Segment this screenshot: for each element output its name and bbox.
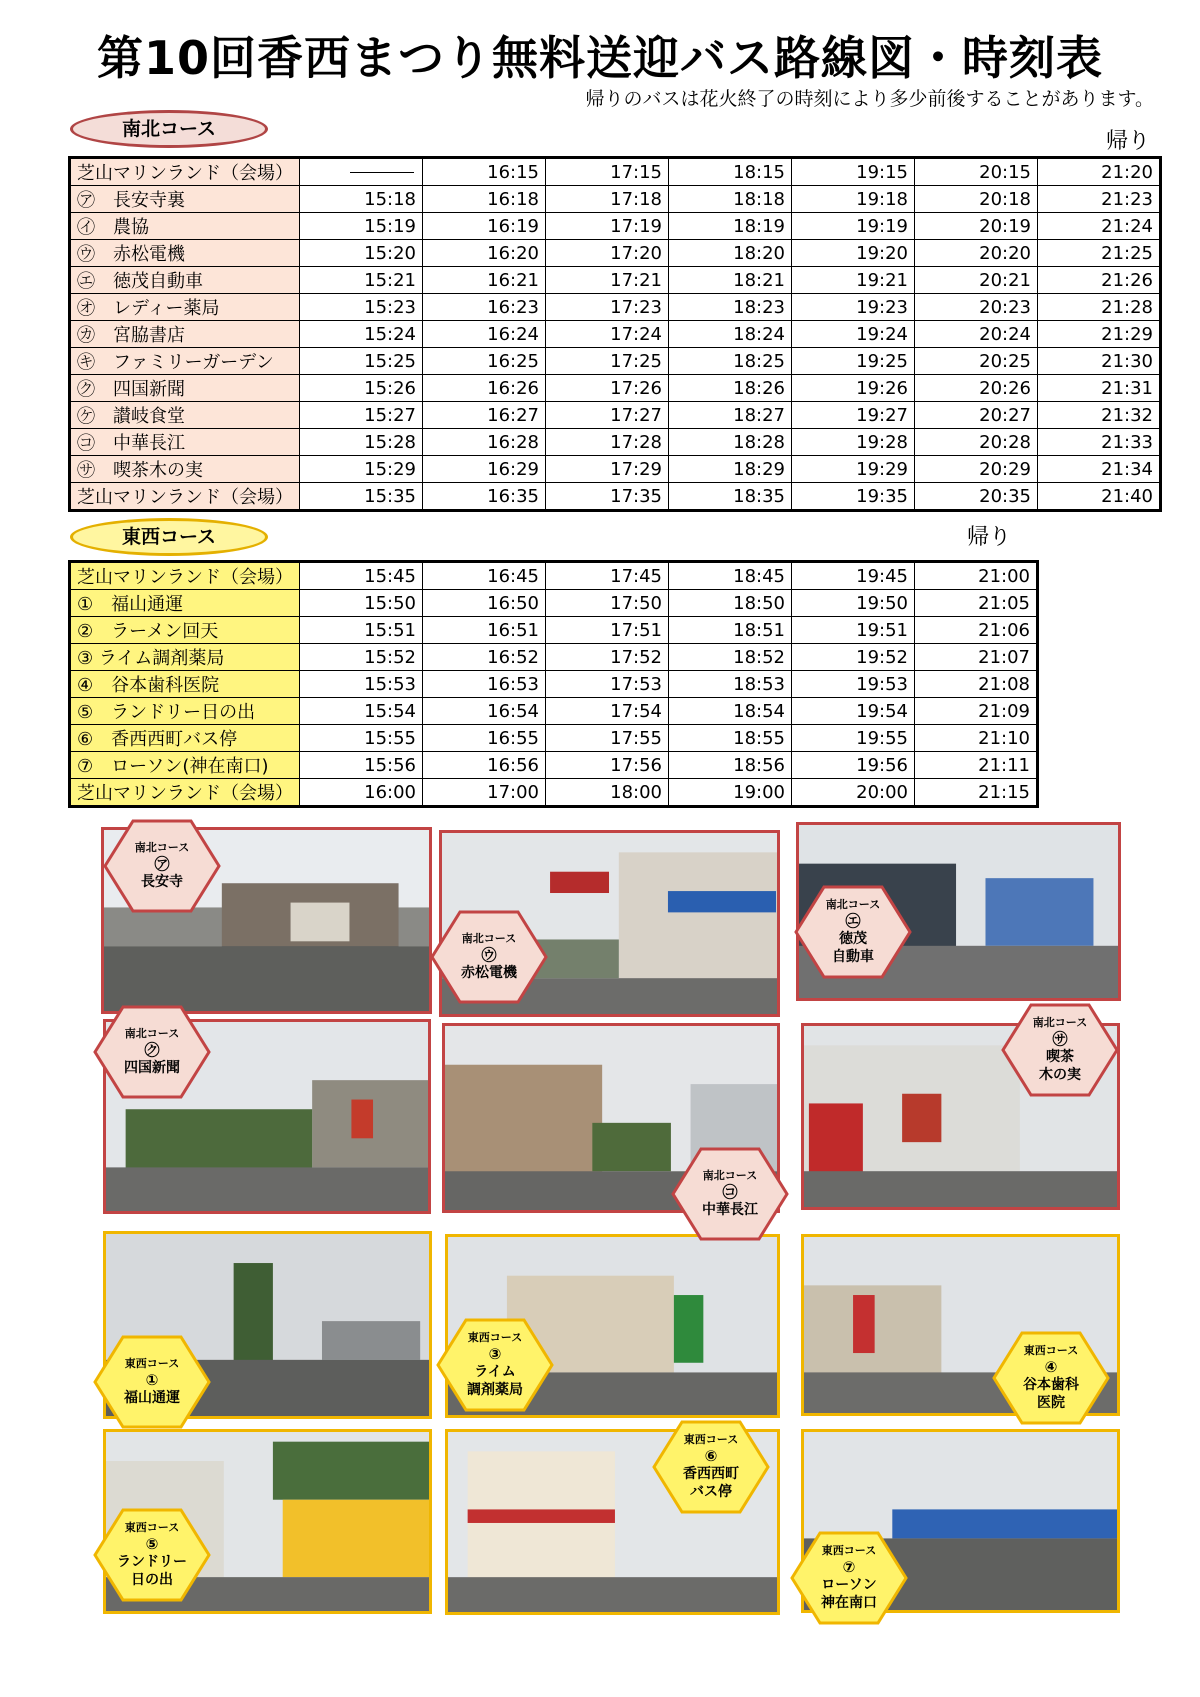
ew-timetable-row <box>70 725 1038 752</box>
departure-time: 19:15 <box>792 158 915 186</box>
departure-time: 21:40 <box>1038 483 1161 511</box>
departure-time: 17:19 <box>546 213 669 240</box>
ew-timetable <box>68 560 1039 808</box>
departure-time: 17:29 <box>546 456 669 483</box>
hexagon-stop-name: 四国新聞 <box>124 1060 180 1076</box>
departure-time: 18:20 <box>669 240 792 267</box>
hexagon-text <box>652 1420 770 1514</box>
stop-hexagon-label <box>436 1318 554 1412</box>
stop-name: ① 福山通運 <box>70 590 300 617</box>
departure-time: 21:30 <box>1038 348 1161 375</box>
departure-time: 19:20 <box>792 240 915 267</box>
departure-time: 21:29 <box>1038 321 1161 348</box>
departure-time: 20:29 <box>915 456 1038 483</box>
ns-timetable-row <box>70 267 1161 294</box>
ns-return-label: 帰り <box>1105 129 1150 154</box>
ns-timetable-row <box>70 375 1161 402</box>
stop-hexagon-label <box>93 1508 211 1602</box>
departure-time: 17:25 <box>546 348 669 375</box>
departure-time: 19:26 <box>792 375 915 402</box>
departure-time: 15:24 <box>300 321 423 348</box>
stop-name: 芝山マリンランド（会場） <box>70 158 300 186</box>
departure-time: 21:28 <box>1038 294 1161 321</box>
departure-time: 19:50 <box>792 590 915 617</box>
departure-time: 15:50 <box>300 590 423 617</box>
stop-hexagon-label <box>93 1005 211 1099</box>
departure-time <box>300 158 423 186</box>
departure-time: 18:24 <box>669 321 792 348</box>
departure-time: 16:56 <box>423 752 546 779</box>
departure-time: 20:19 <box>915 213 1038 240</box>
departure-time: 20:26 <box>915 375 1038 402</box>
departure-time: 18:26 <box>669 375 792 402</box>
departure-time: 17:28 <box>546 429 669 456</box>
stop-name: ㋙ 中華長江 <box>70 429 300 456</box>
departure-time: 19:29 <box>792 456 915 483</box>
departure-time: 18:53 <box>669 671 792 698</box>
departure-time: 17:45 <box>546 562 669 590</box>
stop-hexagon-label <box>794 885 912 979</box>
hexagon-stop-mark: ㋐ <box>154 855 170 873</box>
departure-time: 15:25 <box>300 348 423 375</box>
stop-hexagon-label <box>992 1331 1110 1425</box>
departure-time: 16:50 <box>423 590 546 617</box>
departure-time: 20:35 <box>915 483 1038 511</box>
departure-time: 17:24 <box>546 321 669 348</box>
departure-time: 19:28 <box>792 429 915 456</box>
stop-name: 芝山マリンランド（会場） <box>70 779 300 807</box>
departure-time: 20:23 <box>915 294 1038 321</box>
departure-time: 19:24 <box>792 321 915 348</box>
departure-time: 17:55 <box>546 725 669 752</box>
page-subtitle: 帰りのバスは花火終了の時刻により多少前後することがあります。 <box>585 88 1154 110</box>
departure-time: 21:33 <box>1038 429 1161 456</box>
departure-time: 19:18 <box>792 186 915 213</box>
departure-time: 21:15 <box>915 779 1038 807</box>
departure-time: 16:53 <box>423 671 546 698</box>
departure-time: 16:18 <box>423 186 546 213</box>
hexagon-course-label: 南北コース <box>702 1169 758 1182</box>
departure-time: 16:24 <box>423 321 546 348</box>
departure-time: 16:27 <box>423 402 546 429</box>
ew-timetable-row <box>70 779 1038 807</box>
departure-time: 17:53 <box>546 671 669 698</box>
departure-time: 19:21 <box>792 267 915 294</box>
hexagon-stop-mark: ㋒ <box>481 946 497 964</box>
departure-time: 18:45 <box>669 562 792 590</box>
departure-time: 18:56 <box>669 752 792 779</box>
stop-name: ② ラーメン回天 <box>70 617 300 644</box>
stop-name: ⑤ ランドリー日の出 <box>70 698 300 725</box>
departure-time: 19:25 <box>792 348 915 375</box>
departure-time: 15:55 <box>300 725 423 752</box>
stop-name: ㋚ 喫茶木の実 <box>70 456 300 483</box>
departure-time: 15:28 <box>300 429 423 456</box>
departure-time: 17:27 <box>546 402 669 429</box>
departure-time: 15:18 <box>300 186 423 213</box>
departure-time: 17:26 <box>546 375 669 402</box>
hexagon-stop-name: ライム 調剤薬局 <box>467 1364 523 1398</box>
departure-time: 15:29 <box>300 456 423 483</box>
ns-timetable-row <box>70 158 1161 186</box>
departure-time: 15:21 <box>300 267 423 294</box>
hexagon-course-label: 南北コース <box>134 841 190 854</box>
departure-time: 19:35 <box>792 483 915 511</box>
hexagon-course-label: 南北コース <box>461 932 517 945</box>
departure-time: 18:54 <box>669 698 792 725</box>
departure-time: 18:00 <box>546 779 669 807</box>
stop-name: ㋖ ファミリーガーデン <box>70 348 300 375</box>
ew-timetable-row <box>70 698 1038 725</box>
stop-name: 芝山マリンランド（会場） <box>70 483 300 511</box>
hexagon-stop-mark: ㋓ <box>845 912 861 930</box>
departure-time: 19:54 <box>792 698 915 725</box>
departure-time: 16:23 <box>423 294 546 321</box>
hexagon-stop-name: 谷本歯科 医院 <box>1023 1377 1079 1411</box>
hexagon-stop-name: 福山通運 <box>124 1390 180 1406</box>
ns-timetable-row <box>70 213 1161 240</box>
departure-time: 19:55 <box>792 725 915 752</box>
departure-time: 21:20 <box>1038 158 1161 186</box>
departure-time: 17:56 <box>546 752 669 779</box>
hexagon-text <box>794 885 912 979</box>
hexagon-text <box>93 1335 211 1429</box>
departure-time: 19:52 <box>792 644 915 671</box>
departure-time: 20:15 <box>915 158 1038 186</box>
departure-time: 21:07 <box>915 644 1038 671</box>
hexagon-text <box>93 1508 211 1602</box>
departure-time: 16:51 <box>423 617 546 644</box>
hexagon-stop-name: ランドリー 日の出 <box>117 1554 187 1588</box>
stop-name: ⑥ 香西西町バス停 <box>70 725 300 752</box>
departure-time: 18:19 <box>669 213 792 240</box>
hexagon-course-label: 東西コース <box>683 1433 739 1446</box>
departure-time: 21:11 <box>915 752 1038 779</box>
departure-time: 21:25 <box>1038 240 1161 267</box>
departure-time: 20:18 <box>915 186 1038 213</box>
ew-timetable-row <box>70 617 1038 644</box>
departure-time: 18:28 <box>669 429 792 456</box>
departure-time: 17:54 <box>546 698 669 725</box>
hexagon-stop-name: ローソン 神在南口 <box>821 1577 877 1611</box>
departure-time: 18:51 <box>669 617 792 644</box>
hexagon-course-label: 東西コース <box>467 1331 523 1344</box>
departure-time: 16:52 <box>423 644 546 671</box>
ns-timetable-row <box>70 456 1161 483</box>
departure-time: 16:15 <box>423 158 546 186</box>
departure-time: 15:23 <box>300 294 423 321</box>
hexagon-course-label: 南北コース <box>1032 1016 1088 1029</box>
hexagon-stop-mark: ③ <box>488 1345 502 1363</box>
departure-time: 17:50 <box>546 590 669 617</box>
page-title: 第10回香西まつり無料送迎バス路線図・時刻表 <box>96 31 1103 85</box>
hexagon-course-label: 南北コース <box>825 898 881 911</box>
departure-time: 20:25 <box>915 348 1038 375</box>
departure-time: 18:50 <box>669 590 792 617</box>
ew-timetable-row <box>70 671 1038 698</box>
hexagon-text <box>671 1147 789 1241</box>
ns-timetable-row <box>70 348 1161 375</box>
departure-time: 18:25 <box>669 348 792 375</box>
departure-time: 15:27 <box>300 402 423 429</box>
hexagon-text <box>1001 1003 1119 1097</box>
hexagon-text <box>992 1331 1110 1425</box>
departure-time: 17:51 <box>546 617 669 644</box>
departure-time: 19:45 <box>792 562 915 590</box>
departure-time: 18:27 <box>669 402 792 429</box>
departure-time: 16:29 <box>423 456 546 483</box>
departure-time: 20:28 <box>915 429 1038 456</box>
stop-hexagon-label <box>93 1335 211 1429</box>
ew-timetable-row <box>70 562 1038 590</box>
departure-time: 15:54 <box>300 698 423 725</box>
ew-timetable-row <box>70 644 1038 671</box>
departure-time: 21:32 <box>1038 402 1161 429</box>
hexagon-stop-name: 香西西町 バス停 <box>683 1466 739 1500</box>
hexagon-stop-mark: ㋙ <box>722 1183 738 1201</box>
departure-time: 15:45 <box>300 562 423 590</box>
stop-name: ⑦ ローソン(神在南口) <box>70 752 300 779</box>
stop-hexagon-label <box>671 1147 789 1241</box>
stop-name: ㋒ 赤松電機 <box>70 240 300 267</box>
hexagon-text <box>436 1318 554 1412</box>
stop-name: ③ ライム調剤薬局 <box>70 644 300 671</box>
departure-time: 21:00 <box>915 562 1038 590</box>
departure-time: 21:31 <box>1038 375 1161 402</box>
departure-time: 17:52 <box>546 644 669 671</box>
departure-time: 15:51 <box>300 617 423 644</box>
hexagon-stop-name: 長安寺 <box>141 874 183 890</box>
ew-timetable-row <box>70 590 1038 617</box>
ns-timetable-row <box>70 294 1161 321</box>
departure-time: 20:24 <box>915 321 1038 348</box>
departure-time: 19:00 <box>669 779 792 807</box>
ew-course-badge: 東西コース <box>70 518 268 556</box>
stop-name: ㋕ 宮脇書店 <box>70 321 300 348</box>
hexagon-stop-mark: ⑤ <box>145 1535 159 1553</box>
departure-time: 21:23 <box>1038 186 1161 213</box>
departure-time: 15:56 <box>300 752 423 779</box>
departure-time: 16:20 <box>423 240 546 267</box>
stop-hexagon-label <box>103 819 221 913</box>
departure-time: 20:20 <box>915 240 1038 267</box>
departure-time: 19:27 <box>792 402 915 429</box>
departure-time: 15:20 <box>300 240 423 267</box>
departure-time: 18:35 <box>669 483 792 511</box>
departure-time: 19:56 <box>792 752 915 779</box>
departure-time: 16:35 <box>423 483 546 511</box>
departure-time: 15:53 <box>300 671 423 698</box>
stop-hexagon-label <box>430 910 548 1004</box>
ns-timetable-row <box>70 186 1161 213</box>
departure-time: 18:55 <box>669 725 792 752</box>
ew-timetable-row <box>70 752 1038 779</box>
hexagon-stop-mark: ④ <box>1044 1358 1058 1376</box>
ns-timetable-row <box>70 402 1161 429</box>
departure-time: 17:15 <box>546 158 669 186</box>
hexagon-stop-name: 赤松電機 <box>461 965 517 981</box>
departure-time: 17:35 <box>546 483 669 511</box>
departure-time: 21:26 <box>1038 267 1161 294</box>
hexagon-stop-mark: ⑦ <box>842 1558 856 1576</box>
stop-hexagon-label <box>1001 1003 1119 1097</box>
departure-time: 16:21 <box>423 267 546 294</box>
hexagon-course-label: 東西コース <box>1023 1344 1079 1357</box>
hexagon-text <box>103 819 221 913</box>
departure-time: 16:45 <box>423 562 546 590</box>
ns-timetable <box>68 156 1162 512</box>
departure-time: 21:24 <box>1038 213 1161 240</box>
stop-name: 芝山マリンランド（会場） <box>70 562 300 590</box>
stop-name: ㋓ 徳茂自動車 <box>70 267 300 294</box>
ew-return-label: 帰り <box>967 525 1012 550</box>
departure-time: 17:23 <box>546 294 669 321</box>
departure-time: 19:19 <box>792 213 915 240</box>
ns-course-badge: 南北コース <box>70 110 268 148</box>
ns-timetable-row <box>70 240 1161 267</box>
departure-time: 18:15 <box>669 158 792 186</box>
hexagon-text <box>430 910 548 1004</box>
departure-time: 16:25 <box>423 348 546 375</box>
departure-time: 17:20 <box>546 240 669 267</box>
stop-name: ㋐ 長安寺裏 <box>70 186 300 213</box>
departure-time: 15:35 <box>300 483 423 511</box>
departure-time: 20:00 <box>792 779 915 807</box>
departure-time: 15:26 <box>300 375 423 402</box>
departure-time: 16:00 <box>300 779 423 807</box>
departure-time: 16:54 <box>423 698 546 725</box>
departure-time: 16:19 <box>423 213 546 240</box>
departure-time: 18:18 <box>669 186 792 213</box>
departure-time: 19:51 <box>792 617 915 644</box>
hexagon-text <box>93 1005 211 1099</box>
stop-name: ㋗ 四国新聞 <box>70 375 300 402</box>
departure-time: 15:52 <box>300 644 423 671</box>
hexagon-stop-mark: ㋚ <box>1052 1030 1068 1048</box>
departure-time: 17:00 <box>423 779 546 807</box>
hexagon-course-label: 東西コース <box>124 1357 180 1370</box>
stop-hexagon-label <box>790 1531 908 1625</box>
hexagon-stop-mark: ㋗ <box>144 1041 160 1059</box>
stop-name: ㋔ レディー薬局 <box>70 294 300 321</box>
ns-timetable-row <box>70 321 1161 348</box>
departure-time: 20:27 <box>915 402 1038 429</box>
departure-time: 16:26 <box>423 375 546 402</box>
departure-time: 19:23 <box>792 294 915 321</box>
departure-time: 21:10 <box>915 725 1038 752</box>
stop-hexagon-label <box>652 1420 770 1514</box>
no-service-dash <box>350 172 414 173</box>
hexagon-stop-name: 喫茶 木の実 <box>1039 1049 1081 1083</box>
departure-time: 21:09 <box>915 698 1038 725</box>
departure-time: 21:05 <box>915 590 1038 617</box>
stop-name: ㋘ 讃岐食堂 <box>70 402 300 429</box>
departure-time: 18:21 <box>669 267 792 294</box>
departure-time: 18:23 <box>669 294 792 321</box>
departure-time: 16:55 <box>423 725 546 752</box>
hexagon-course-label: 東西コース <box>124 1521 180 1534</box>
stop-name: ④ 谷本歯科医院 <box>70 671 300 698</box>
stop-name: ㋑ 農協 <box>70 213 300 240</box>
departure-time: 16:28 <box>423 429 546 456</box>
hexagon-course-label: 南北コース <box>124 1027 180 1040</box>
departure-time: 19:53 <box>792 671 915 698</box>
departure-time: 15:19 <box>300 213 423 240</box>
departure-time: 21:34 <box>1038 456 1161 483</box>
departure-time: 18:29 <box>669 456 792 483</box>
hexagon-stop-name: 徳茂 自動車 <box>832 931 874 965</box>
departure-time: 17:18 <box>546 186 669 213</box>
hexagon-stop-mark: ⑥ <box>704 1447 718 1465</box>
departure-time: 21:08 <box>915 671 1038 698</box>
hexagon-text <box>790 1531 908 1625</box>
ns-timetable-row <box>70 429 1161 456</box>
departure-time: 17:21 <box>546 267 669 294</box>
hexagon-stop-mark: ① <box>145 1371 159 1389</box>
departure-time: 20:21 <box>915 267 1038 294</box>
ns-timetable-row <box>70 483 1161 511</box>
departure-time: 21:06 <box>915 617 1038 644</box>
hexagon-stop-name: 中華長江 <box>702 1202 758 1218</box>
hexagon-course-label: 東西コース <box>821 1544 877 1557</box>
departure-time: 18:52 <box>669 644 792 671</box>
